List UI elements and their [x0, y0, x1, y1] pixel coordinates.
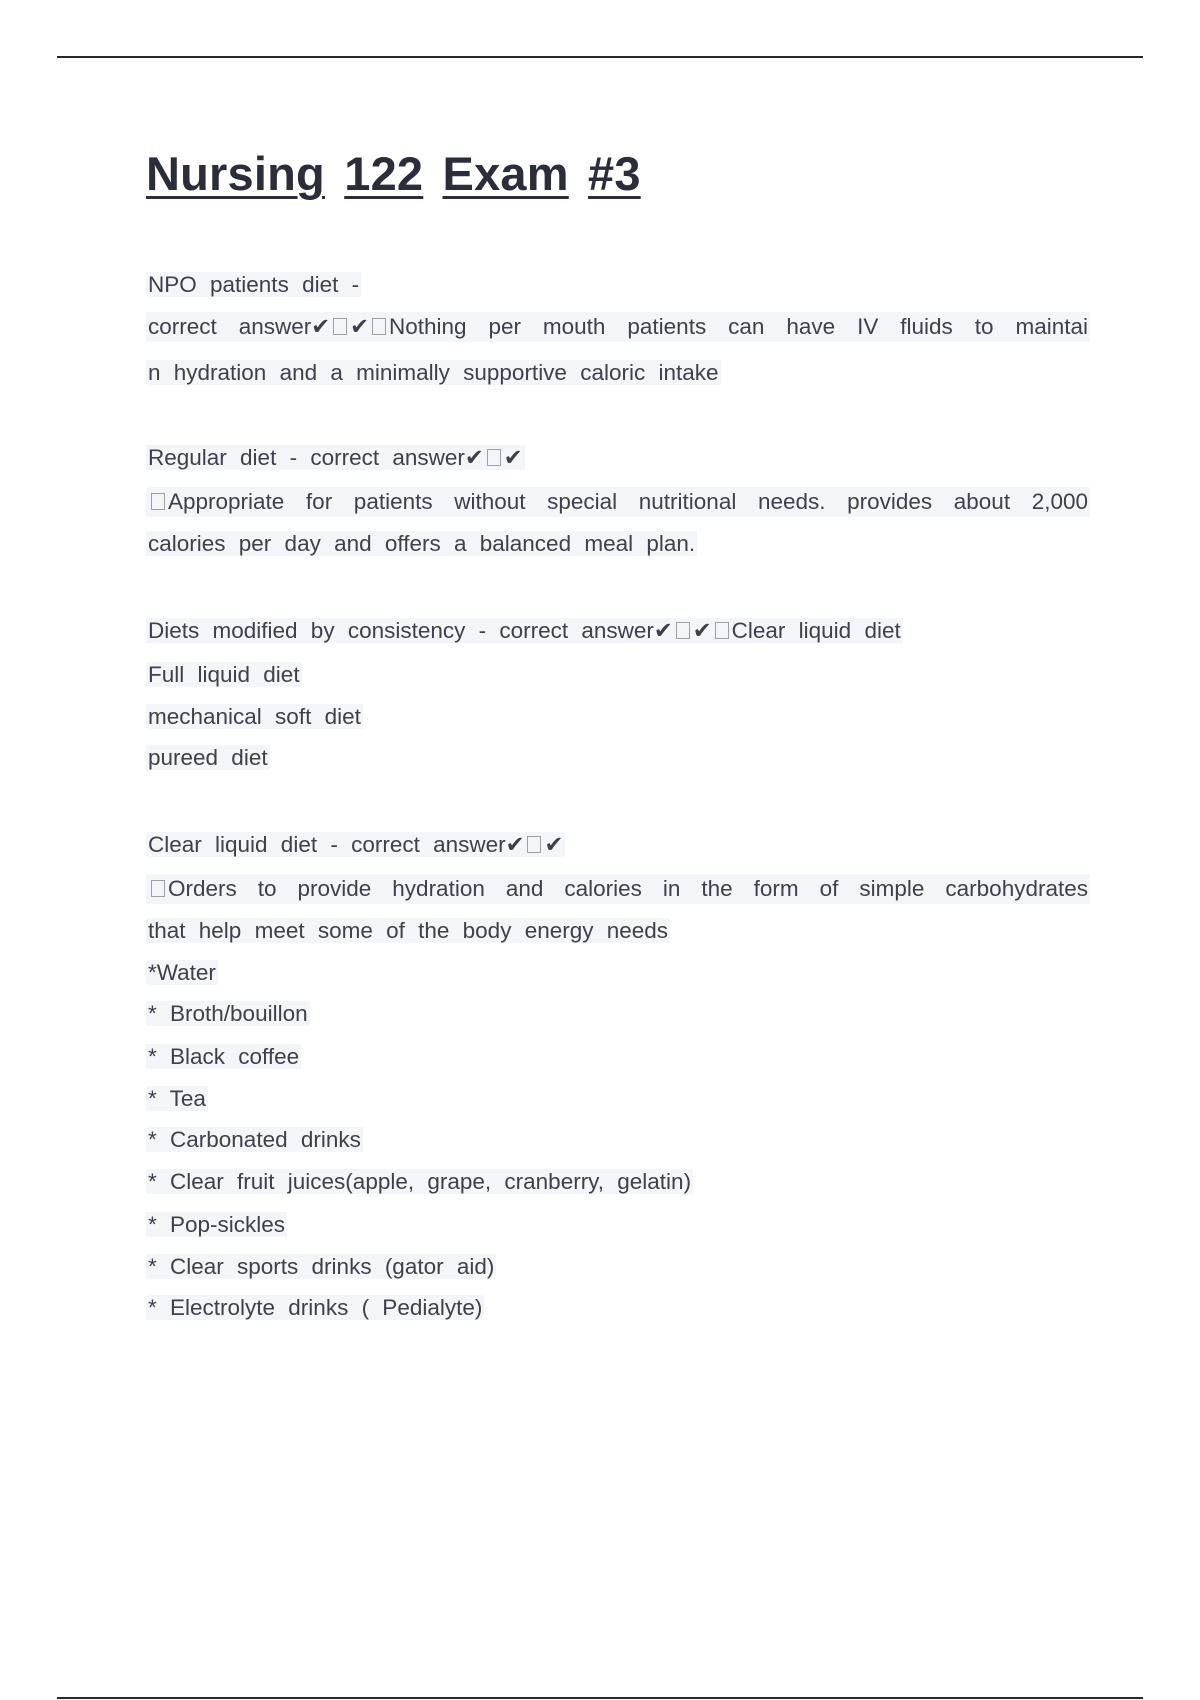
title-word: Nursing [146, 147, 325, 200]
list-item-text: * Clear fruit juices(apple, grape, cranberry, gelatin) [148, 1169, 692, 1194]
npo-answer-prefix: correct answer✔ [148, 314, 331, 339]
document-title [146, 146, 641, 201]
clear-liquid-answer-text: Orders to provide hydration and calories in the form of simple carbohydrates [168, 876, 1088, 901]
missing-glyph-icon [151, 880, 165, 897]
list-item [146, 1084, 208, 1114]
list-item-text: *Water [148, 960, 216, 985]
list-item [146, 999, 310, 1029]
list-item-text: * Carbonated drinks [148, 1127, 361, 1152]
regular-heading-text: Regular diet - correct answer✔ [148, 445, 484, 470]
bottom-rule [57, 1697, 1143, 1699]
list-item-text: * Tea [148, 1086, 206, 1111]
consistency-heading-answer: Clear liquid diet [731, 618, 901, 643]
clear-liquid-continuation-text: that help meet some of the body energy needs [148, 918, 669, 943]
npo-answer-check: ✔ [350, 314, 369, 339]
npo-heading [146, 270, 361, 300]
list-item [146, 743, 270, 773]
list-item [146, 958, 218, 988]
list-item [146, 660, 302, 690]
list-item-text: mechanical soft diet [148, 704, 361, 729]
list-item [146, 702, 363, 732]
missing-glyph-icon [715, 622, 729, 639]
clear-liquid-answer-line [146, 874, 1090, 904]
missing-glyph-icon [676, 622, 690, 639]
npo-continuation-text: n hydration and a minimally supportive caloric intake [148, 360, 719, 385]
list-item-text: * Clear sports drinks (gator aid) [148, 1254, 495, 1279]
regular-continuation-text: calories per day and offers a balanced meal plan. [148, 531, 696, 556]
regular-heading-line [146, 445, 525, 470]
missing-glyph-icon [333, 318, 347, 335]
list-item-text: Full liquid diet [148, 662, 300, 687]
list-item-text: pureed diet [148, 745, 268, 770]
npo-answer-text: Nothing per mouth patients can have IV fluids to maintai [388, 314, 1088, 339]
list-item [146, 1210, 287, 1240]
regular-continuation [146, 529, 697, 559]
regular-heading [146, 443, 525, 473]
consistency-heading-text: Diets modified by consistency - correct answer✔ [148, 618, 673, 643]
missing-glyph-icon [151, 493, 165, 510]
regular-answer-line [146, 487, 1090, 517]
list-item [146, 1125, 363, 1155]
list-item [146, 1293, 484, 1323]
list-item [146, 1042, 301, 1072]
top-rule [57, 56, 1143, 58]
npo-continuation [146, 358, 721, 388]
regular-heading-check: ✔ [503, 445, 523, 470]
consistency-heading [146, 616, 903, 646]
clear-liquid-continuation [146, 916, 670, 946]
regular-answer-text: Appropriate for patients without special nutritional needs. provides about 2,000 [168, 489, 1088, 514]
missing-glyph-icon [372, 318, 386, 335]
clear-liquid-heading-check: ✔ [544, 832, 564, 857]
list-item-text: * Pop-sickles [148, 1212, 286, 1237]
list-item-text: * Black coffee [148, 1044, 300, 1069]
title-word: Exam [442, 147, 569, 200]
missing-glyph-icon [487, 449, 501, 466]
clear-liquid-heading-line [146, 832, 565, 857]
npo-heading-text: NPO patients diet - [148, 272, 360, 297]
title-word: 122 [344, 147, 424, 200]
clear-liquid-heading [146, 830, 565, 860]
clear-liquid-heading-text: Clear liquid diet - correct answer✔ [148, 832, 525, 857]
list-item [146, 1252, 496, 1282]
list-item-text: * Electrolyte drinks ( Pedialyte) [148, 1295, 483, 1320]
consistency-heading-check: ✔ [692, 618, 712, 643]
consistency-heading-line [146, 618, 903, 643]
title-word: #3 [588, 147, 641, 200]
list-item [146, 1167, 693, 1197]
list-item-text: * Broth/bouillon [148, 1001, 308, 1026]
npo-answer-line [146, 312, 1090, 342]
missing-glyph-icon [527, 836, 541, 853]
